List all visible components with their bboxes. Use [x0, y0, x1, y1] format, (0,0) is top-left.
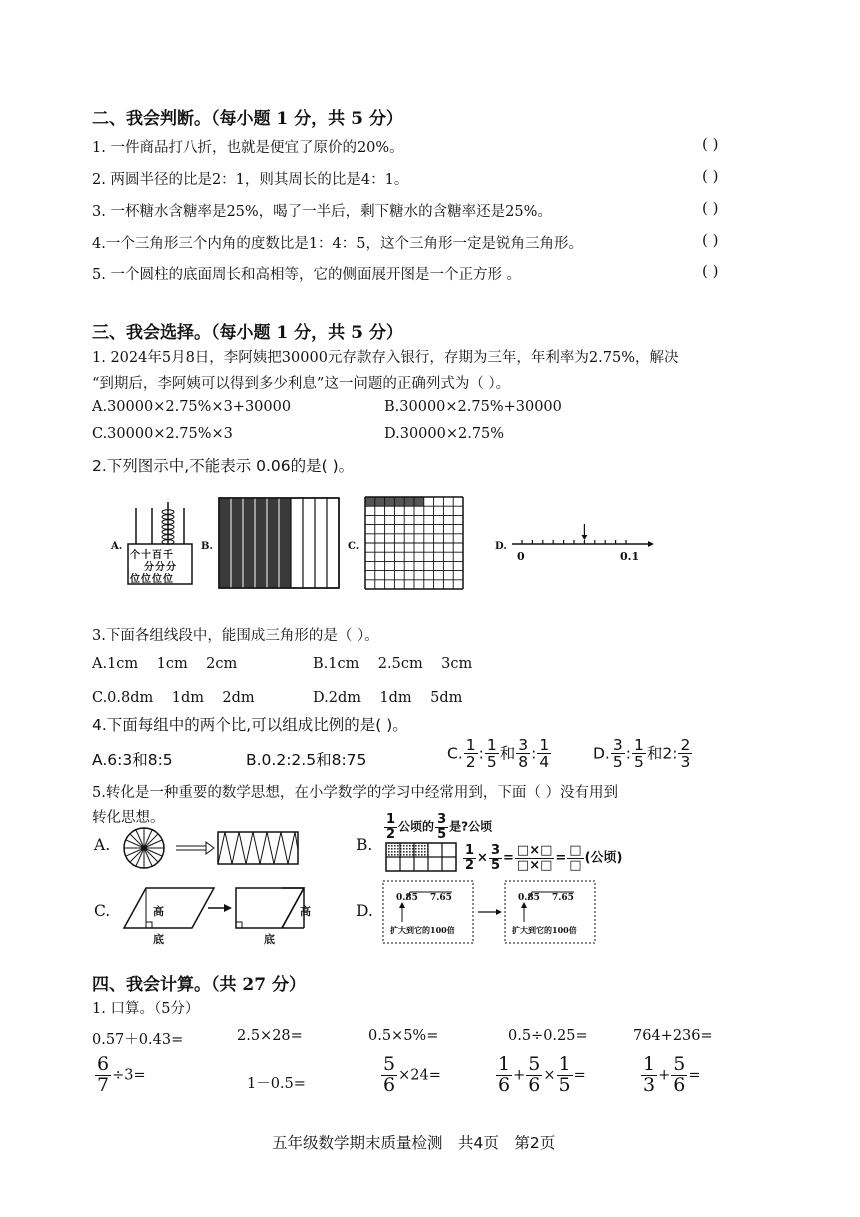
- fraction: $\frac{2}{3}$: [680, 736, 691, 772]
- q3-option-d: D.2dm 1dm 5dm: [313, 690, 463, 706]
- q4-text: 4.下面每组中的两个比,可以组成比例的是( )。: [92, 716, 408, 734]
- q5-line1: 5.转化是一种重要的数学思想，在小学数学的学习中经常用到，下面（ ）没有用到: [92, 785, 618, 801]
- abacus-label-wei2: 位: [141, 574, 152, 585]
- q5-d-dividend-1: 7.65: [430, 893, 452, 903]
- shaded-cell: [394, 497, 404, 506]
- q2-label-c: C.: [348, 541, 360, 552]
- fraction: $\frac{6}{7}$: [97, 1053, 110, 1096]
- q5-d-dividend-2: 7.65: [552, 893, 574, 903]
- fraction: $\frac{1}{6}$: [498, 1053, 511, 1096]
- q5-b-title: [383, 813, 492, 841]
- judge-item-1: 1. 一件商品打八折，也就是便宜了原价的20%。: [92, 140, 404, 156]
- abacus-label-wei4: 位: [163, 574, 174, 585]
- abacus-label-ge: 个: [130, 550, 141, 561]
- abacus-label-fen3: 分: [166, 562, 177, 573]
- fraction: $\frac{1}{2}$: [386, 812, 396, 842]
- abacus-label-wei1: 位: [130, 574, 141, 585]
- number-line-tenth: 0.1: [620, 550, 640, 563]
- q5-d-divisor-2: 0.85: [518, 893, 540, 903]
- q5-b-title-mid: 公顷的: [398, 819, 435, 834]
- q4-option-c: C. $\frac{1}{2}$ : $\frac{1}{5}$ 和 $\frac{3}{8}$ : $\frac{1}{4}$: [447, 736, 550, 772]
- abacus-label-shi: 十: [141, 550, 152, 561]
- q4-c-prefix: C.: [447, 744, 463, 763]
- q1-option-d: D.30000×2.75%: [384, 426, 505, 442]
- q5-b-title-end: 是?公顷: [449, 819, 493, 834]
- q1-option-b: B.30000×2.75%+30000: [384, 399, 562, 415]
- q5-label-a: A.: [94, 836, 111, 854]
- q1-option-c: C.30000×2.75%×3: [92, 426, 233, 442]
- q4-d-he: 和2:: [646, 744, 678, 763]
- calc-8: [380, 1055, 441, 1096]
- number-line-zero: 0: [517, 550, 525, 563]
- calc-10: $\frac{1}{3}$ + $\frac{5}{6}$ =: [643, 1053, 701, 1096]
- q2-label-a: A.: [111, 541, 123, 552]
- q5-label-d: D.: [356, 902, 373, 920]
- section4-q1: 1. 口算。（5分）: [92, 1001, 200, 1017]
- judge-item-2: 2. 两圆半径的比是2：1，则其周长的比是4：1。: [92, 172, 409, 188]
- q4-option-b: B.0.2:2.5和8:75: [246, 751, 367, 769]
- calc-7: 1－0.5=: [247, 1076, 306, 1092]
- judge-item-3: 3. 一杯糖水含糖率是25%，喝了一半后，剩下糖水的含糖率还是25%。: [92, 204, 552, 220]
- section2-title: 二、我会判断。（每小题 1 分，共 5 分）: [92, 109, 403, 129]
- q5-c-base-label-1: 底: [153, 933, 164, 946]
- fraction: $\frac{1}{3}$: [643, 1053, 656, 1096]
- q5-c-height-label-2: 高: [300, 905, 311, 918]
- calc-9: $\frac{1}{6}$ + $\frac{5}{6}$ × $\frac{1}{5}$ =: [498, 1053, 586, 1096]
- fraction: $\frac{5}{6}$: [528, 1053, 541, 1096]
- shaded-cell: [375, 497, 385, 506]
- page-footer: 五年级数学期末质量检测 共4页 第2页: [272, 1134, 556, 1152]
- calc-10-tail: =: [688, 1067, 701, 1084]
- judge-item-4: 4.一个三角形三个内角的度数比是1：4：5，这个三角形一定是锐角三角形。: [92, 236, 584, 252]
- q5-d-caption-2: 扩大到它的100倍: [512, 925, 577, 935]
- abacus-label-wei3: 位: [152, 574, 163, 585]
- q3-option-a: A.1cm 1cm 2cm: [92, 656, 238, 672]
- q5-c-height-label-1: 高: [153, 905, 164, 918]
- q1-line2: “到期后，李阿姨可以得到多少利息”这一问题的正确列式为（ ）。: [92, 376, 511, 392]
- q1-line1: 1. 2024年5月8日，李阿姨把30000元存款存入银行，存期为三年，年利率为2.75%，解决: [92, 350, 679, 366]
- q5-label-b: B.: [356, 836, 373, 854]
- q4-c-he: 和: [499, 744, 516, 763]
- calc-5: 764+236=: [633, 1028, 713, 1044]
- q4-d-prefix: D.: [593, 744, 610, 763]
- q3-option-c: C.0.8dm 1dm 2dm: [92, 690, 255, 706]
- q3-text: 3.下面各组线段中，能围成三角形的是（ ）。: [92, 628, 379, 644]
- calc-4: 0.5÷0.25=: [508, 1028, 588, 1044]
- q5-c-base-label-2: 底: [264, 933, 275, 946]
- calc-9-tail: =: [573, 1067, 586, 1084]
- abacus-label-row3: [130, 570, 174, 585]
- q5-d-divisor-1: 0.85: [396, 893, 418, 903]
- calc-6: [94, 1055, 146, 1096]
- shaded-cell: [385, 497, 395, 506]
- fraction: $\frac{1}{5}$: [558, 1053, 571, 1096]
- abacus-label-bai: 百: [152, 550, 163, 561]
- section4-title: 四、我会计算。（共 27 分）: [92, 975, 306, 995]
- q4-option-d: D. $\frac{3}{5}$ : $\frac{1}{5}$ 和2: $\frac{2}{3}$: [593, 736, 691, 772]
- circle-to-rectangle-figure: [122, 826, 302, 870]
- fraction: $\frac{1}{2}$: [465, 843, 475, 873]
- answer-paren-3[interactable]: ( ): [702, 199, 719, 217]
- fraction-area-model-figure: [385, 842, 457, 872]
- answer-paren-1[interactable]: ( ): [702, 135, 719, 153]
- fraction: $\frac{5}{6}$: [673, 1053, 686, 1096]
- answer-paren-2[interactable]: ( ): [702, 167, 719, 185]
- fraction: $\frac{1}{5}$: [486, 736, 497, 772]
- calc-6-tail: ÷3=: [112, 1067, 146, 1084]
- q4-option-a: A.6:3和8:5: [92, 751, 173, 769]
- section3-title: 三、我会选择。（每小题 1 分，共 5 分）: [92, 323, 403, 343]
- fraction: $\frac{1}{4}$: [539, 736, 550, 772]
- calc-8-tail: ×24=: [398, 1067, 441, 1084]
- fraction: $\frac{1}{2}$: [465, 736, 476, 772]
- fraction: $\frac{3}{5}$: [490, 843, 500, 873]
- number-line-marker-head: [581, 535, 587, 540]
- answer-paren-5[interactable]: ( ): [702, 262, 719, 280]
- judge-item-5: 5. 一个圆柱的底面周长和高相等，它的侧面展开图是一个正方形 。: [92, 267, 522, 283]
- q2-text: 2.下列图示中,不能表示 0.06的是( )。: [92, 457, 355, 475]
- q1-option-a: A.30000×2.75%×3+30000: [92, 399, 292, 415]
- q5-b-equation: $\frac{1}{2}$ × $\frac{3}{5}$ = $\frac{□\times□}{□\times□}$ = $\frac{□}{□}$ (公顷): [465, 843, 623, 873]
- fraction: $\frac{1}{5}$: [633, 736, 644, 772]
- blank-fraction[interactable]: $\frac{□\times□}{□\times□}$: [516, 843, 553, 873]
- calc-1: 0.57＋0.43=: [92, 1032, 184, 1048]
- q5-d-caption-1: 扩大到它的100倍: [390, 925, 455, 935]
- q5-line2: 转化思想。: [92, 810, 165, 826]
- q2-label-d: D.: [495, 541, 507, 552]
- shaded-cell: [404, 497, 414, 506]
- fraction: $\frac{3}{5}$: [437, 812, 447, 842]
- number-line-arrow: [648, 541, 654, 547]
- calc-2: 2.5×28=: [237, 1028, 303, 1044]
- answer-paren-4[interactable]: ( ): [702, 231, 719, 249]
- q3-option-b: B.1cm 2.5cm 3cm: [313, 656, 473, 672]
- fraction: $\frac{3}{5}$: [612, 736, 623, 772]
- abacus-label-fen1: 分: [144, 562, 155, 573]
- fraction: $\frac{3}{8}$: [518, 736, 529, 772]
- hundred-grid-figure: [364, 496, 464, 590]
- fraction: $\frac{5}{6}$: [383, 1053, 396, 1096]
- q2-label-b: B.: [201, 541, 213, 552]
- q5-label-c: C.: [94, 902, 111, 920]
- shaded-cell: [365, 497, 375, 506]
- q5-b-unit: (公顷): [584, 850, 623, 866]
- abacus-label-fen2: 分: [155, 562, 166, 573]
- blank-fraction[interactable]: $\frac{□}{□}$: [569, 843, 582, 873]
- shaded-cell: [414, 497, 424, 506]
- abacus-label-qian: 千: [163, 550, 174, 561]
- bar-strip-figure: [218, 497, 340, 589]
- calc-3: 0.5×5%=: [368, 1028, 439, 1044]
